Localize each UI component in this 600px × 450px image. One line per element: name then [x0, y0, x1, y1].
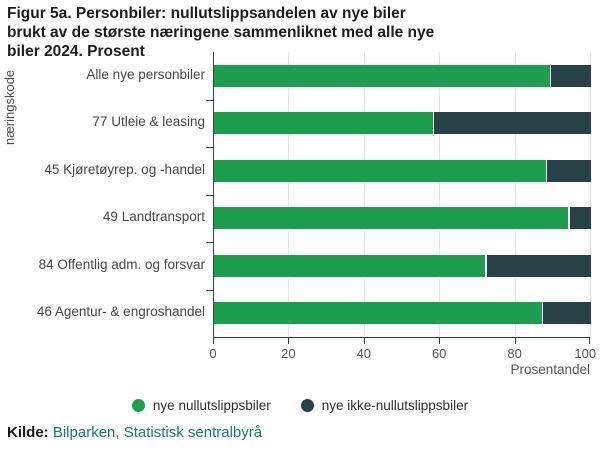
legend [0, 398, 600, 413]
bar-segment-nullutslippsbiler [214, 302, 542, 324]
x-axis-tick [213, 338, 214, 344]
legend-dot-icon [132, 399, 145, 412]
legend-item[interactable] [301, 398, 468, 413]
x-tick-label: 80 [507, 346, 522, 361]
bar-row [214, 112, 591, 134]
y-axis-tick [206, 100, 214, 101]
bar-segment-nullutslippsbiler [214, 65, 550, 87]
category-label: 45 Kjøretøyrep. og -handel [44, 161, 205, 177]
x-tick-label: 100 [574, 346, 597, 361]
x-tick-label: 60 [431, 346, 447, 361]
bar-row [214, 160, 591, 182]
bar-row [214, 207, 591, 229]
x-tick-label: 40 [356, 346, 372, 361]
source-prefix: Kilde: [7, 424, 53, 441]
x-tick-label: 20 [281, 346, 296, 361]
bar-segment-ikke-nullutslippsbiler [547, 160, 591, 182]
category-label: 77 Utleie & leasing [92, 114, 205, 130]
x-axis-title: Prosentandel [510, 362, 590, 377]
x-axis-tick [515, 338, 516, 344]
bar-row [214, 255, 591, 277]
gridline-60 [439, 52, 440, 337]
gridline-20 [288, 52, 289, 337]
bar-segment-ikke-nullutslippsbiler [543, 302, 591, 324]
bar-segment-ikke-nullutslippsbiler [434, 112, 591, 134]
y-axis-tick [206, 195, 214, 196]
bar-segment-nullutslippsbiler [214, 160, 546, 182]
x-axis-tick [439, 338, 440, 344]
legend-item[interactable] [132, 398, 271, 413]
category-label: 84 Offentlig adm. og forsvar [38, 256, 205, 272]
source-line [7, 424, 262, 441]
gridline-80 [515, 52, 516, 337]
category-label: 46 Agentur- & engroshandel [36, 304, 205, 320]
bar-row [214, 302, 591, 324]
legend-dot-icon [301, 399, 314, 412]
bar-row [214, 65, 591, 87]
bar-segment-nullutslippsbiler [214, 255, 485, 277]
category-label: 49 Landtransport [102, 209, 205, 225]
y-axis-tick [206, 290, 214, 291]
y-axis-title: næringskode [2, 69, 17, 145]
bar-segment-ikke-nullutslippsbiler [570, 207, 591, 229]
x-tick-label: 0 [209, 346, 217, 361]
y-axis-tick [206, 242, 214, 243]
y-axis-tick [206, 147, 214, 148]
bar-segment-nullutslippsbiler [214, 207, 568, 229]
source-link[interactable]: Bilparken, Statistisk sentralbyrå [52, 424, 263, 441]
gridline-100 [590, 52, 591, 337]
legend-label: nye nullutslippsbiler [152, 398, 271, 413]
bar-segment-ikke-nullutslippsbiler [551, 65, 591, 87]
bar-segment-ikke-nullutslippsbiler [487, 255, 591, 277]
category-label: Alle nye personbiler [86, 66, 205, 82]
x-axis-tick [288, 338, 289, 344]
figure-title: Figur 5a. Personbiler: nullutslippsandelen av nye biler brukt av de største næringene sammenliknet med alle nye biler 2024. Prosent [7, 5, 435, 60]
gridline-40 [364, 52, 365, 337]
bar-segment-nullutslippsbiler [214, 112, 433, 134]
x-axis-tick [589, 338, 590, 344]
x-axis [209, 337, 597, 361]
legend-label: nye ikke-nullutslippsbiler [321, 398, 469, 413]
x-axis-tick [364, 338, 365, 344]
plot-area [213, 52, 591, 337]
